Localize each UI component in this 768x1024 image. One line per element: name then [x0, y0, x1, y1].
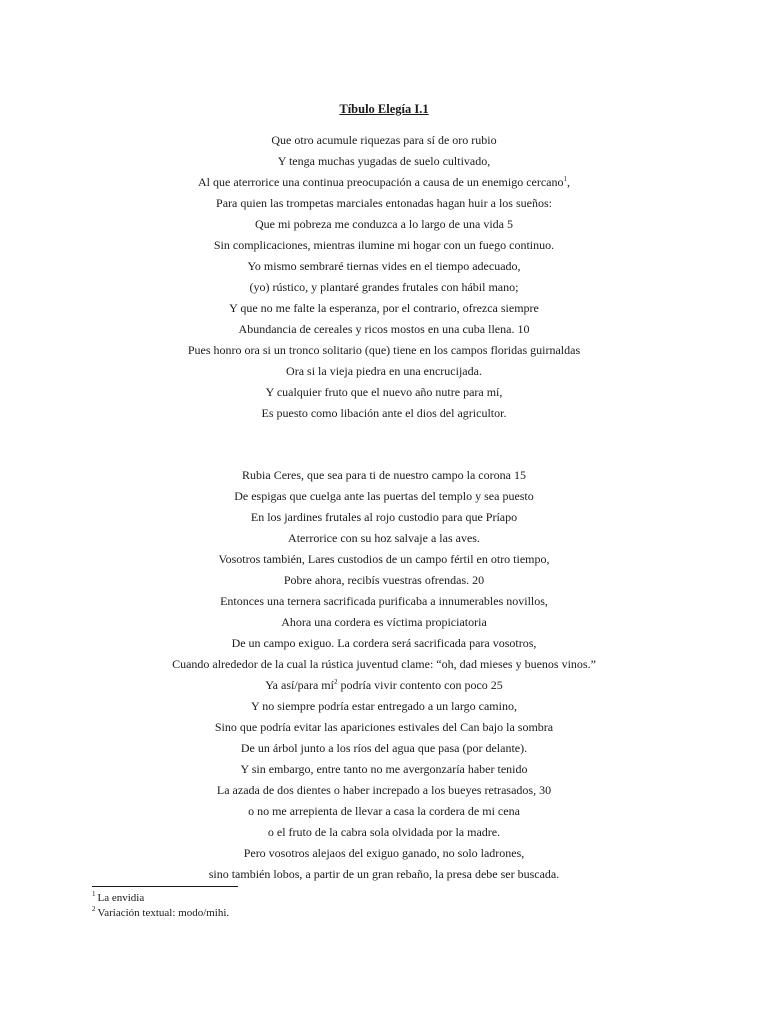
poem-line: La azada de dos dientes o haber increpado a los bueyes retrasados, 30 — [216, 783, 552, 797]
poem-line: sino también lobos, a partir de un gran rebaño, la presa debe ser buscada. — [208, 867, 560, 881]
poem-line-text: Ya así/para mí — [265, 678, 334, 692]
footnote-ref-1: 1 — [563, 175, 567, 183]
poem-line: Ahora una cordera es víctima propiciatoria — [281, 615, 487, 629]
footnote-ref-2: 2 — [333, 678, 338, 686]
poem-line: Pobre ahora, recibís vuestras ofrendas. 20 — [283, 573, 485, 587]
footnote-2 — [92, 906, 229, 921]
poem-line: o no me arrepienta de llevar a casa la cordera de mi cena — [248, 804, 520, 818]
poem-line: Y cualquier fruto que el nuevo año nutre para mí, — [265, 385, 503, 399]
poem-line: De un campo exiguo. La cordera será sacrificada para vosotros, — [231, 636, 537, 650]
footnotes — [92, 891, 229, 921]
poem-line-text: Al que aterrorice una continua preocupación a causa de un enemigo cercano — [198, 175, 564, 189]
poem-line: Que mi pobreza me conduzca a lo largo de una vida 5 — [254, 217, 513, 231]
poem-line: Y tenga muchas yugadas de suelo cultivado, — [277, 154, 491, 168]
poem-line: Pues honro ora si un tronco solitario (que) tiene en los campos floridas guirnaldas — [187, 343, 581, 357]
poem-line: Y sin embargo, entre tanto no me avergonzaría haber tenido — [240, 762, 528, 776]
poem-line: (yo) rústico, y plantaré grandes frutales con hábil mano; — [249, 280, 519, 294]
poem-line: o el fruto de la cabra sola olvidada por la madre. — [267, 825, 501, 839]
poem-line: Ora si la vieja piedra en una encrucijada. — [286, 364, 482, 378]
poem-line: Para quien las trompetas marciales entonadas hagan huir a los sueños: — [216, 196, 552, 210]
poem-line: Rubia Ceres, que sea para ti de nuestro campo la corona 15 — [242, 468, 526, 482]
stanza-1 — [0, 130, 768, 424]
poem-line: Es puesto como libación ante el dios del agricultor. — [261, 406, 507, 420]
poem-line: Pero vosotros alejaos del exiguo ganado, no solo ladrones, — [243, 846, 525, 860]
footnote-separator — [92, 886, 238, 887]
poem-line: Entonces una ternera sacrificada purificaba a innumerables novillos, — [220, 594, 548, 608]
poem-line: Sino que podría evitar las apariciones estivales del Can bajo la sombra — [214, 720, 554, 734]
poem-line: Cuando alrededor de la cual la rústica juventud clame: “oh, dad mieses y buenos vinos.” — [172, 657, 596, 671]
footnote-text: Variación textual: modo/mihi. — [97, 907, 230, 919]
poem-line: De espigas que cuelga ante las puertas del templo y sea puesto — [234, 489, 534, 503]
poem-line — [0, 675, 768, 696]
stanza-2 — [0, 465, 768, 885]
poem-title: Tíbulo Elegía I.1 — [339, 102, 429, 116]
footnote-1 — [92, 891, 229, 906]
footnote-text: La envidia — [97, 892, 145, 904]
poem-line: Abundancia de cereales y ricos mostos en una cuba llena. 10 — [238, 322, 530, 336]
poem-line: En los jardines frutales al rojo custodio para que Príapo — [250, 510, 518, 524]
poem-line — [0, 172, 768, 193]
poem-line: De un árbol junto a los ríos del agua que pasa (por delante). — [240, 741, 528, 755]
poem-line-suffix: , — [567, 175, 570, 189]
poem-line-suffix: podría vivir contento con poco 25 — [337, 678, 503, 692]
poem-line: Aterrorice con su hoz salvaje a las aves. — [288, 531, 480, 545]
poem-line: Y que no me falte la esperanza, por el contrario, ofrezca siempre — [229, 301, 539, 315]
poem-line: Yo mismo sembraré tiernas vides en el tiempo adecuado, — [247, 259, 521, 273]
footnote-number: 2 — [92, 905, 96, 914]
poem-line: Que otro acumule riquezas para sí de oro rubio — [271, 133, 497, 147]
poem-line: Y no siempre podría estar entregado a un largo camino, — [251, 699, 517, 713]
poem-line: Vosotros también, Lares custodios de un campo fértil en otro tiempo, — [218, 552, 550, 566]
poem-line: Sin complicaciones, mientras ilumine mi hogar con un fuego continuo. — [213, 238, 555, 252]
footnote-number: 1 — [92, 890, 96, 899]
